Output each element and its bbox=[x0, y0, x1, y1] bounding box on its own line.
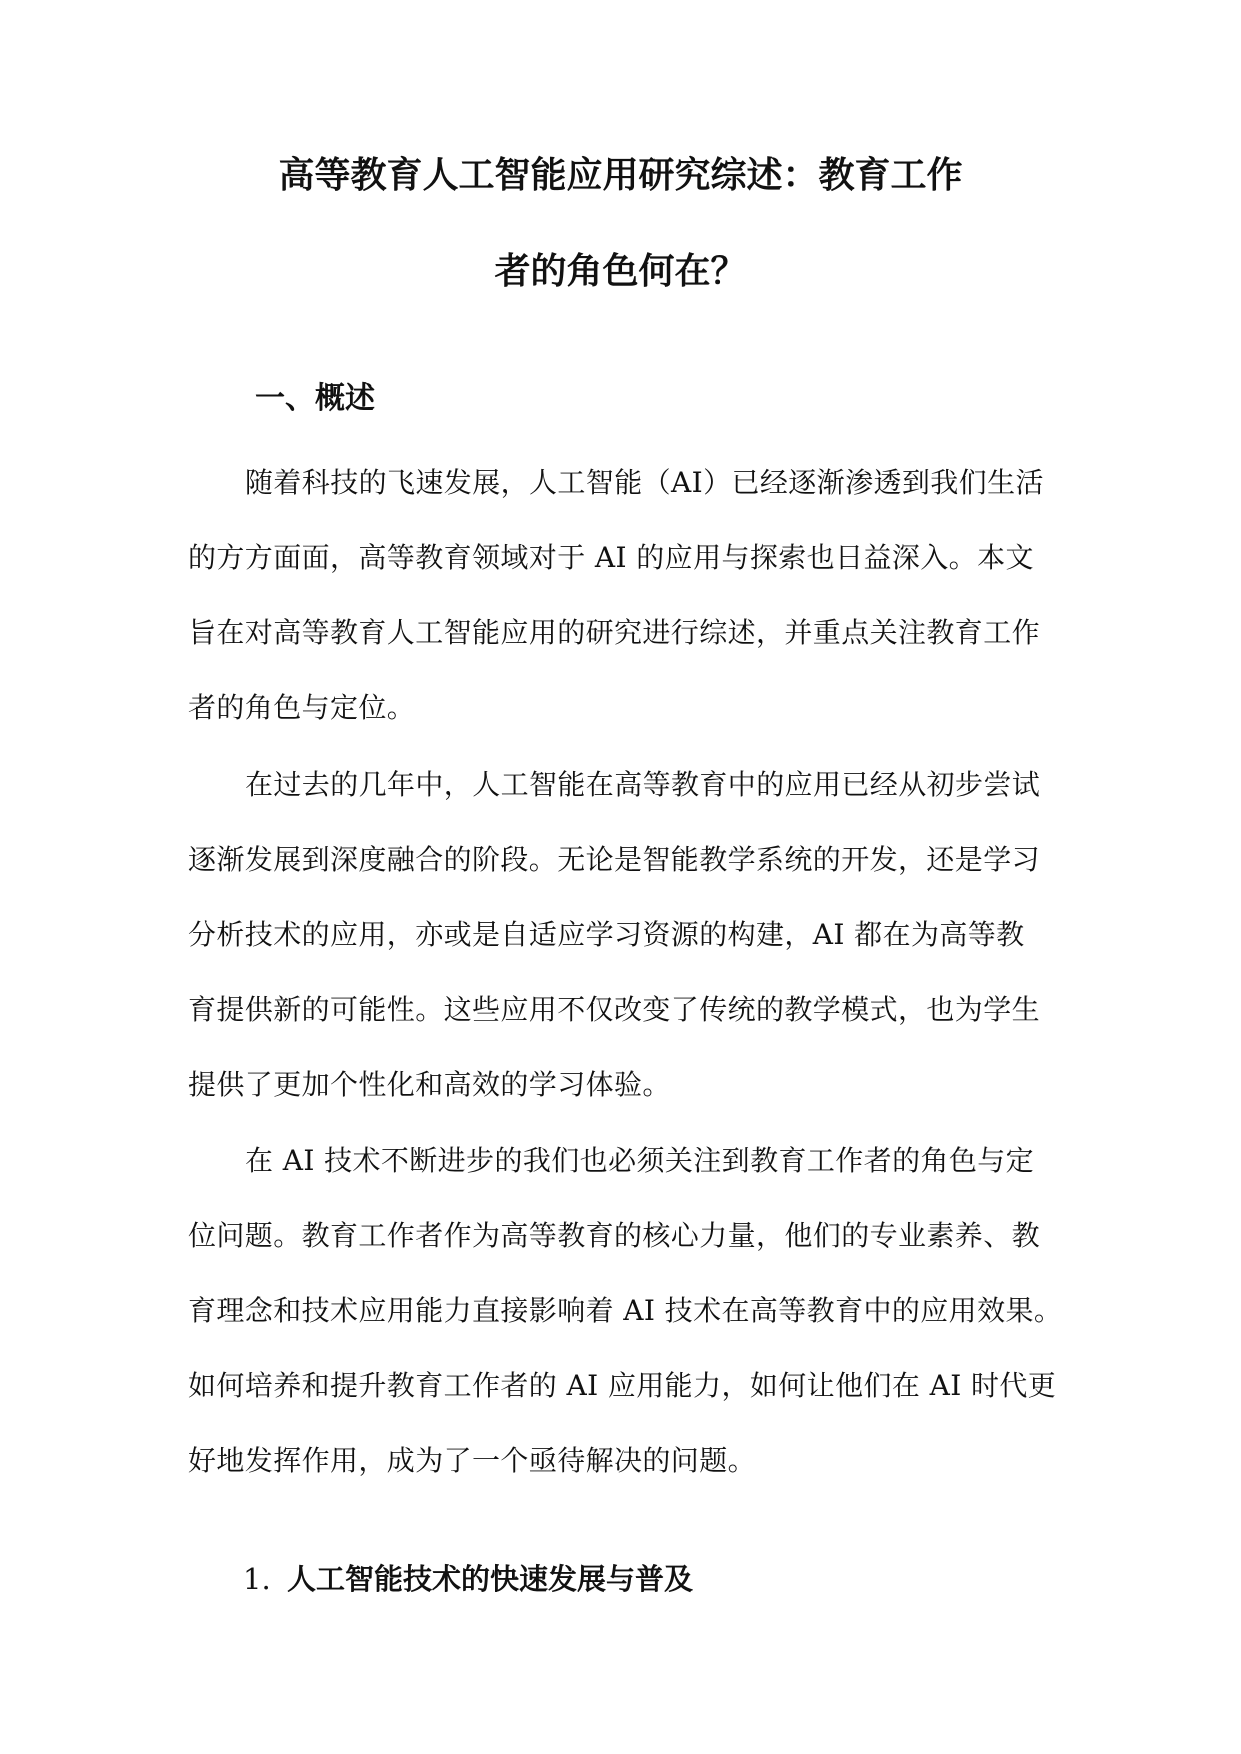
paragraph-2-line: 逐渐发展到深度融合的阶段。无论是智能教学系统的开发，还是学习 bbox=[188, 843, 1041, 876]
paragraph-2-line: 在过去的几年中，人工智能在高等教育中的应用已经从初步尝试 bbox=[245, 768, 1041, 801]
paragraph-3-line: 在 AI 技术不断进步的我们也必须关注到教育工作者的角色与定 bbox=[245, 1144, 1035, 1177]
paragraph-2-line: 分析技术的应用，亦或是自适应学习资源的构建，AI 都在为高等教 bbox=[188, 918, 1025, 951]
paragraph-1-line: 者的角色与定位。 bbox=[188, 691, 416, 724]
paragraph-3-line: 位问题。教育工作者作为高等教育的核心力量，他们的专业素养、教 bbox=[188, 1219, 1041, 1252]
paragraph-2-line: 提供了更加个性化和高效的学习体验。 bbox=[188, 1068, 671, 1101]
section-heading-overview: 一、概述 bbox=[255, 381, 375, 416]
paragraph-1-line: 的方方面面，高等教育领域对于 AI 的应用与探索也日益深入。本文 bbox=[188, 541, 1034, 574]
paragraph-1-line: 旨在对高等教育人工智能应用的研究进行综述，并重点关注教育工作 bbox=[188, 616, 1041, 649]
document-title-line-2: 者的角色何在？ bbox=[494, 251, 747, 292]
document-title-line-1: 高等教育人工智能应用研究综述：教育工作 bbox=[278, 155, 963, 196]
paragraph-2-line: 育提供新的可能性。这些应用不仅改变了传统的教学模式，也为学生 bbox=[188, 993, 1041, 1026]
paragraph-3-line: 如何培养和提升教育工作者的 AI 应用能力，如何让他们在 AI 时代更 bbox=[188, 1369, 1057, 1402]
paragraph-3-line: 好地发挥作用，成为了一个亟待解决的问题。 bbox=[188, 1444, 757, 1477]
subsection-heading bbox=[243, 1557, 693, 1601]
subsection-title: 人工智能技术的快速发展与普及 bbox=[287, 1562, 694, 1596]
paragraph-1-line: 随着科技的飞速发展，人工智能（AI）已经逐渐渗透到我们生活 bbox=[245, 466, 1044, 499]
paragraph-3-line: 育理念和技术应用能力直接影响着 AI 技术在高等教育中的应用效果。 bbox=[188, 1294, 1063, 1327]
subsection-number: 1. bbox=[243, 1562, 271, 1596]
